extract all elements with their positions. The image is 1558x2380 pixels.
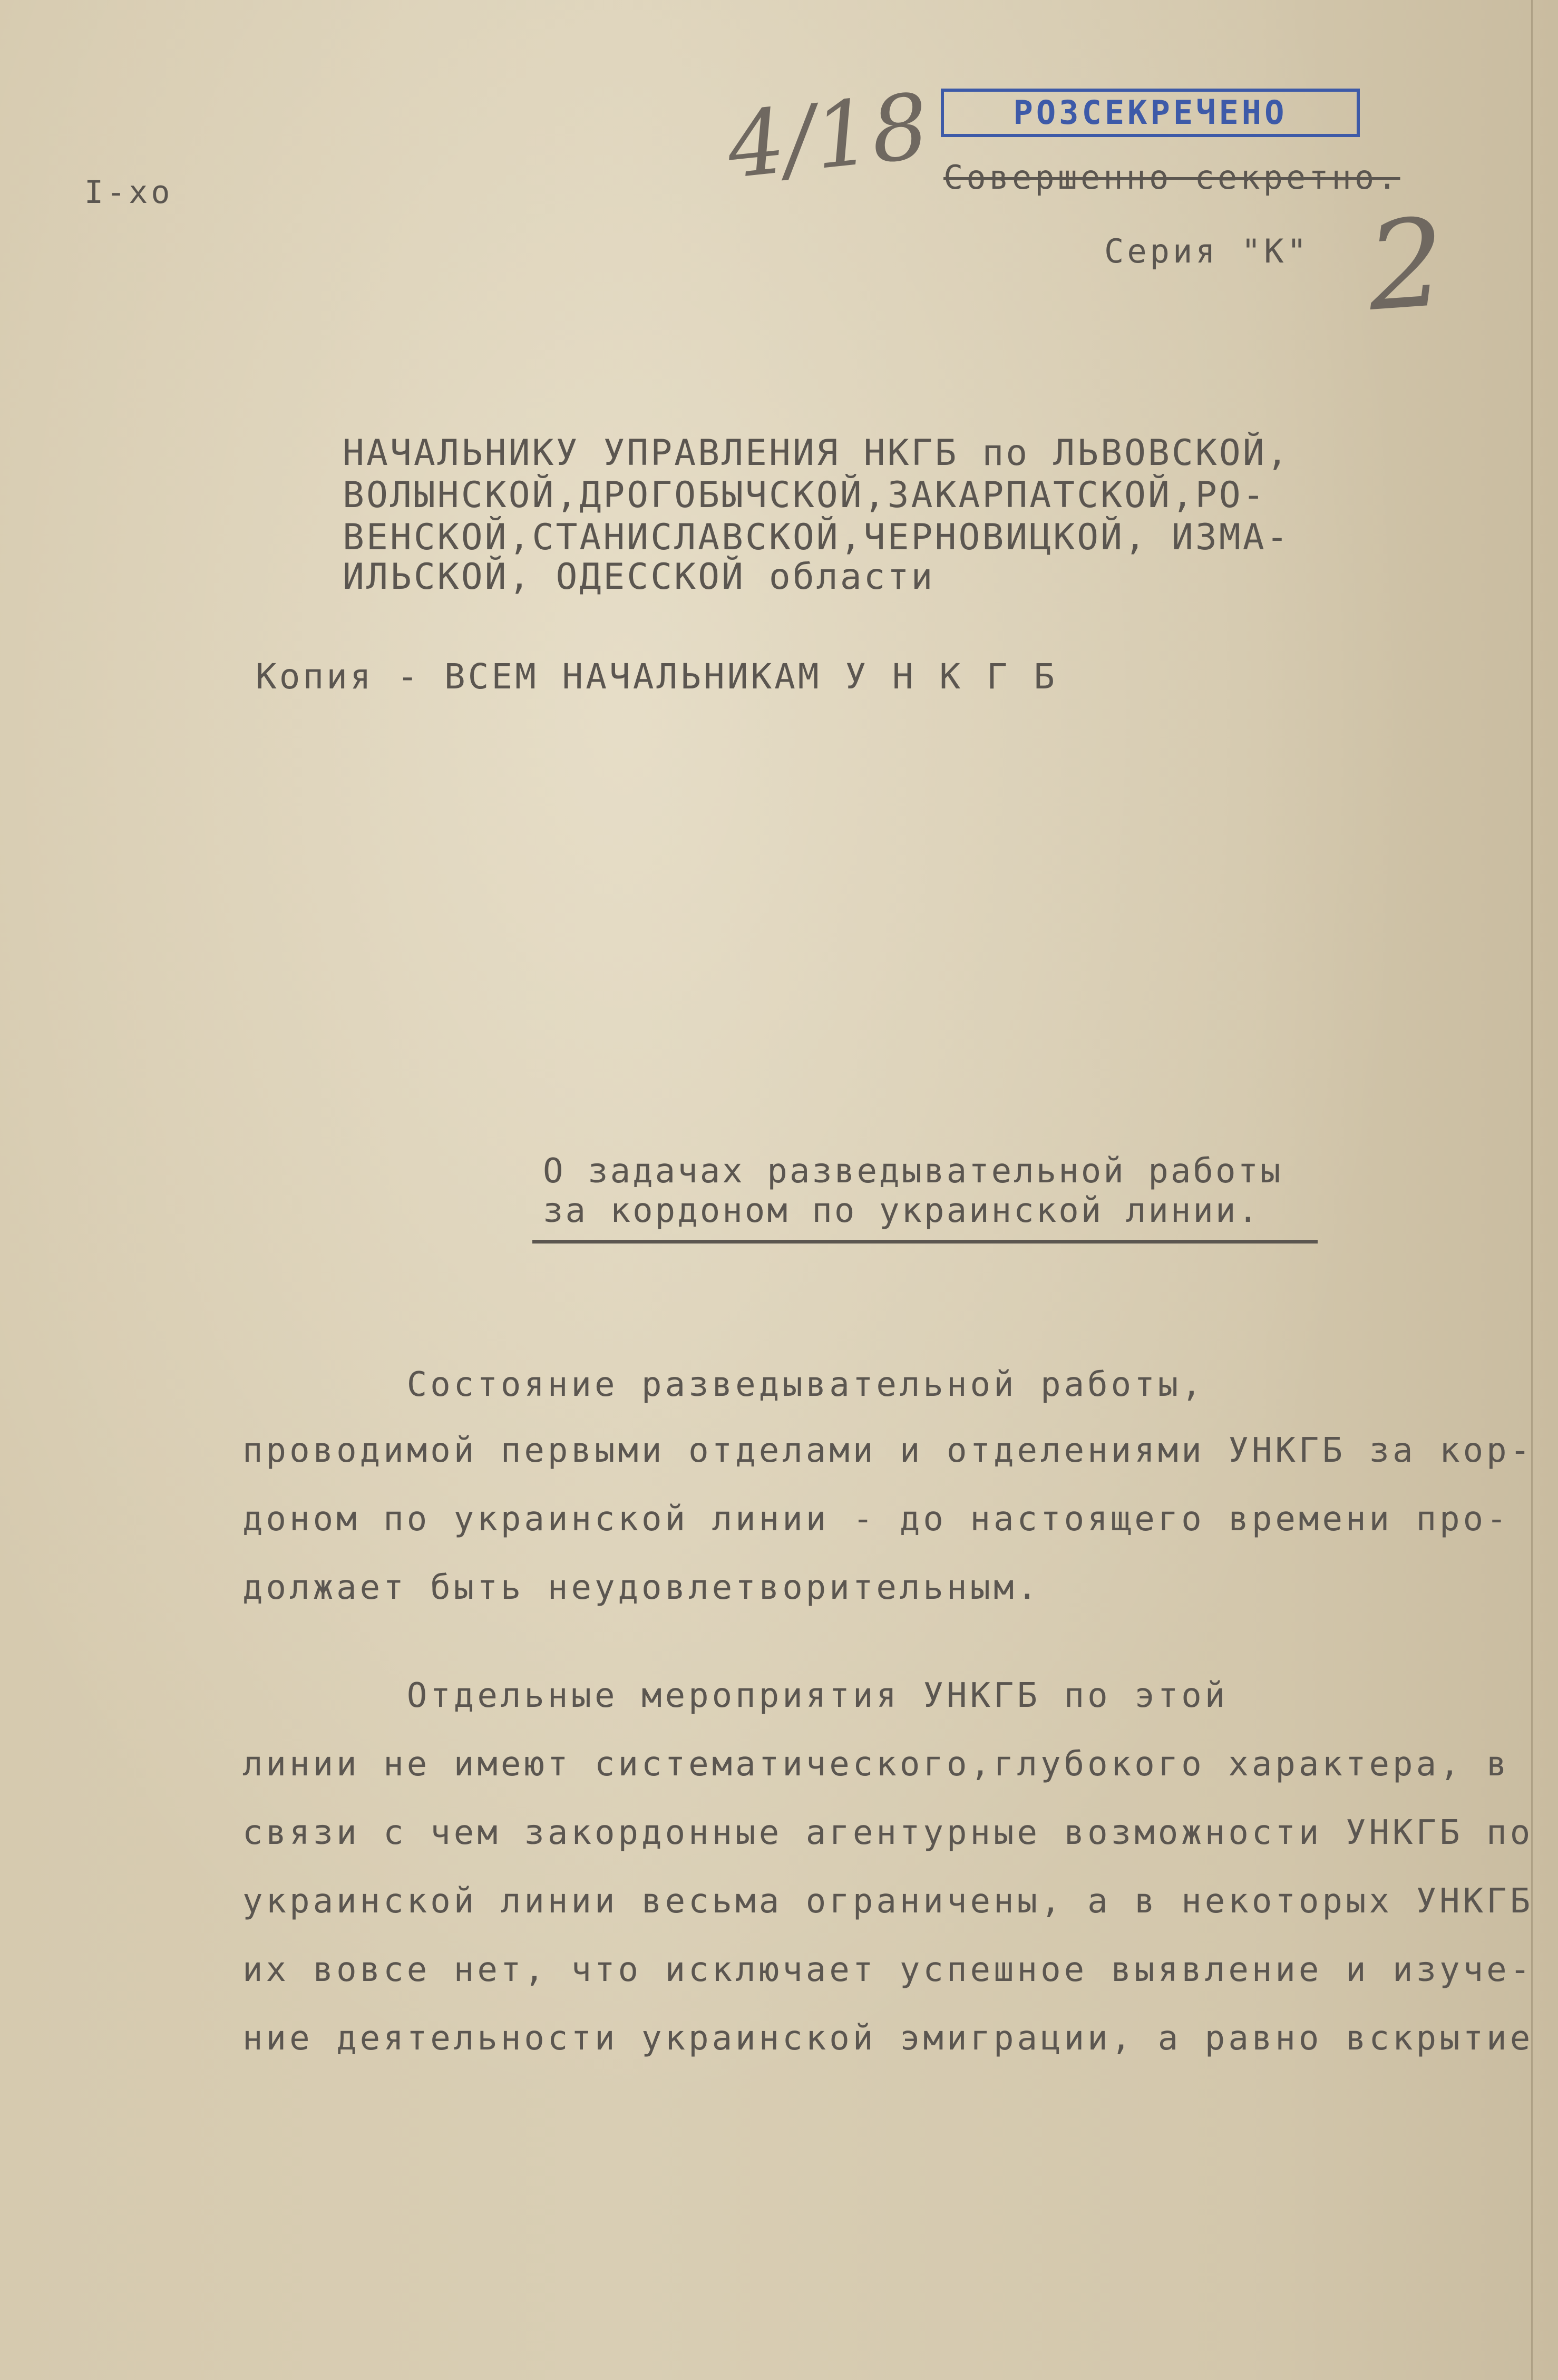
addressee-line: НАЧАЛЬНИКУ УПРАВЛЕНИЯ НКГБ по ЛЬВОВСКОЙ, [343, 432, 1290, 474]
body-line: проводимой первыми отделами и отделениями УНКГБ за кор- [242, 1431, 1534, 1470]
series-label: Серия "К" [1104, 232, 1310, 270]
body-line: украинской линии весьма ограничены, а в некоторых УНКГБ [242, 1882, 1534, 1921]
handwritten-reference: 4/18 [722, 74, 934, 199]
body-line: должает быть неудовлетворительным. [242, 1568, 1041, 1607]
body-line: ние деятельности украинской эмиграции, а равно вскрытие [242, 2019, 1534, 2058]
struck-classification: Совершенно секретно. [943, 158, 1400, 197]
body-line: их вовсе нет, что исключает успешное выявление и изуче- [242, 1950, 1534, 1989]
addressee-line: ИЛЬСКОЙ, ОДЕССКОЙ области [343, 556, 935, 598]
addressee-line: ВЕНСКОЙ,СТАНИСЛАВСКОЙ,ЧЕРНОВИЦКОЙ, ИЗМА- [343, 517, 1290, 558]
body-line: Отдельные мероприятия УНКГБ по этой [242, 1676, 1229, 1715]
declassified-stamp: РОЗСЕКРЕЧЕНО [941, 89, 1360, 137]
copy-number: I-хо [84, 174, 173, 211]
body-line: доном по украинской линии - до настоящего времени про- [242, 1500, 1510, 1539]
addressee-line: ВОЛЫНСКОЙ,ДРОГОБЫЧСКОЙ,ЗАКАРПАТСКОЙ,РО- [343, 474, 1267, 516]
body-line: Состояние разведывательной работы, [242, 1365, 1205, 1404]
copy-recipients: Копия - ВСЕМ НАЧАЛЬНИКАМ У Н К Г Б [256, 656, 1058, 697]
subject-line: за кордоном по украинской линии. [543, 1191, 1260, 1230]
subject-underline [532, 1240, 1318, 1244]
body-line: связи с чем закордонные агентурные возможности УНКГБ по [242, 1813, 1534, 1852]
handwritten-page-number: 2 [1362, 192, 1450, 338]
body-line: линии не имеют систематического,глубокого характера, в [242, 1745, 1510, 1784]
subject-line: О задачах разведывательной работы [543, 1152, 1283, 1191]
